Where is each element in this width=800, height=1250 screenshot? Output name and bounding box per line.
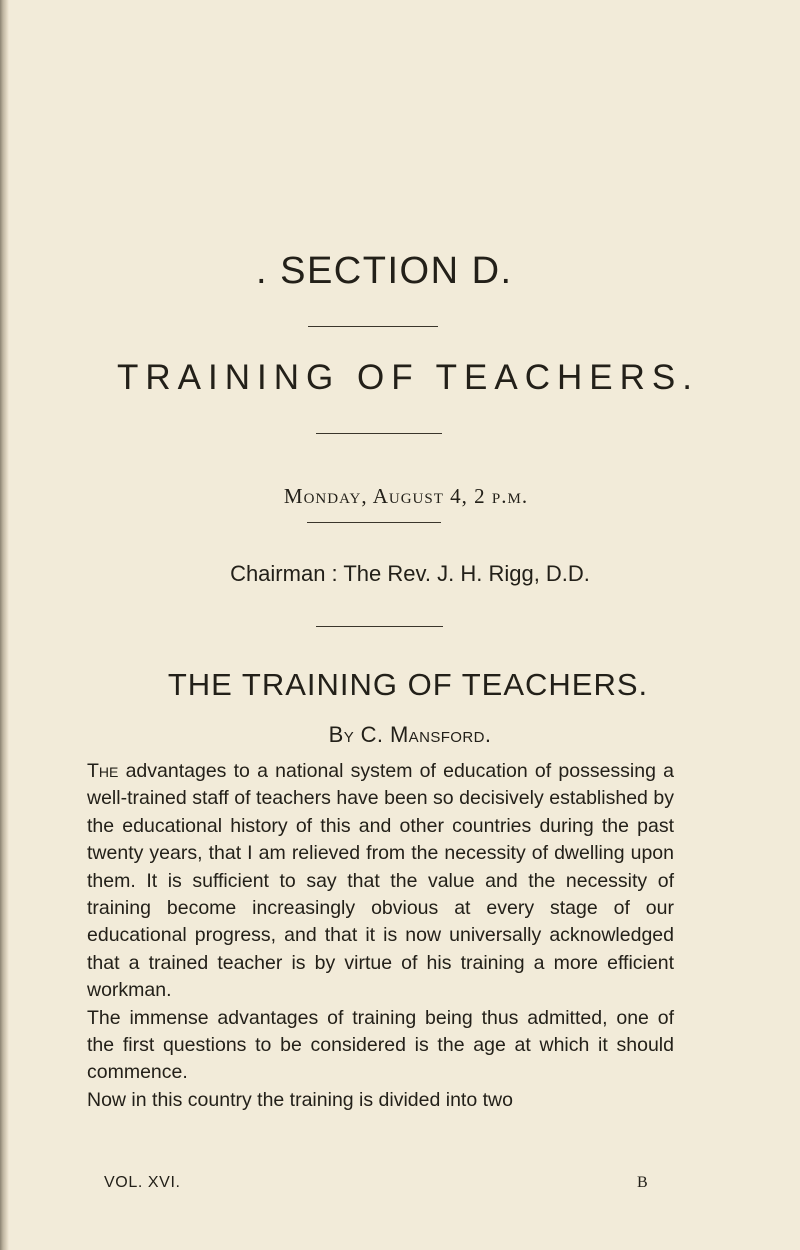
- meeting-title: TRAINING OF TEACHERS.: [117, 358, 699, 397]
- body-paragraph-1: [87, 758, 674, 1005]
- paper-author: By C. Mansford.: [328, 722, 492, 747]
- chairman-line: Chairman : The Rev. J. H. Rigg, D.D.: [230, 561, 590, 586]
- footer-signature: B: [637, 1174, 648, 1191]
- body-text: [87, 758, 674, 1114]
- body-paragraph-3: Now in this country the training is divided into two: [87, 1088, 513, 1111]
- body-paragraph-2: The immense advantages of training being thus admitted, one of the first questions to be considered is the age at which it should commence.: [87, 1006, 674, 1084]
- paper-title: THE TRAINING OF TEACHERS.: [167, 667, 649, 702]
- divider-rule-1: [308, 326, 438, 327]
- body-paragraph-1-text: advantages to a national system of education of possessing a well-trained staff of teachers have been so decisively established by the educational history of this and other countries during the past twenty years, that I am relieved from the necessity of dwelling upon them. It is sufficient to say that the value and the necessity of training become increasingly obvious at every stage of our educational progress, and that it is now universally acknowledged that a trained teacher is by virtue of his training a more efficient workman.: [87, 760, 674, 1002]
- section-heading: . SECTION D.: [256, 250, 513, 292]
- meeting-date: Monday, August 4, 2 p.m.: [283, 484, 529, 508]
- footer-volume: VOL. XVI.: [104, 1174, 181, 1191]
- page-edge: [0, 0, 9, 1250]
- divider-rule-2: [316, 433, 442, 434]
- divider-rule-4: [316, 626, 443, 627]
- opening-word: The: [87, 760, 119, 782]
- divider-rule-3: [307, 522, 441, 523]
